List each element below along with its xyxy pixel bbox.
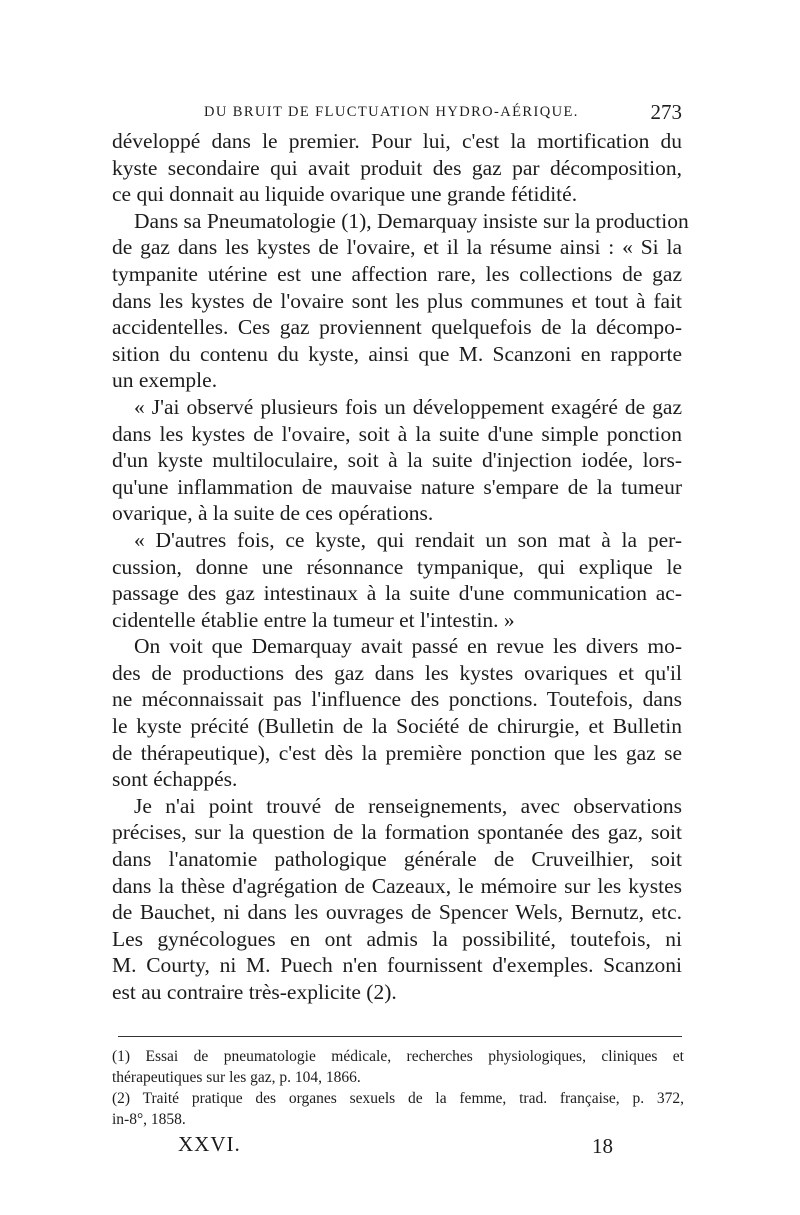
- signature-mark: XXVI.: [178, 1132, 241, 1156]
- text-line: tympanite utérine est une affection rare, les collections de gaz: [112, 261, 682, 286]
- text-line: sont échappés.: [112, 767, 238, 792]
- text-line: précises, sur la question de la formation spontanée des gaz, soit: [112, 820, 682, 845]
- text-line: « D'autres fois, ce kyste, qui rendait un son mat à la per-: [134, 527, 682, 552]
- text-line: M. Courty, ni M. Puech n'en fournissent d'exemples. Scanzoni: [112, 953, 682, 978]
- sheet-number: 18: [592, 1134, 613, 1158]
- footnote-line: (2) Traité pratique des organes sexuels de la femme, trad. française, p. 372,: [112, 1090, 684, 1107]
- text-line: cussion, donne une résonnance tympanique, qui explique le: [112, 554, 682, 579]
- text-line: sition du contenu du kyste, ainsi que M. Scanzoni en rapporte: [112, 341, 682, 366]
- text-line: d'un kyste multiloculaire, soit à la suite d'injection iodée, lors-: [112, 448, 682, 473]
- text-line: de thérapeutique), c'est dès la première ponction que les gaz se: [112, 740, 682, 765]
- footnote-line: (1) Essai de pneumatologie médicale, recherches physiologiques, cliniques et: [112, 1048, 684, 1065]
- text-line: des de productions des gaz dans les kystes ovariques et qu'il: [112, 660, 682, 685]
- text-line: cidentelle établie entre la tumeur et l'intestin. »: [112, 607, 515, 632]
- text-line: accidentelles. Ces gaz proviennent quelquefois de la décompo-: [112, 315, 682, 340]
- text-line: le kyste précité (Bulletin de la Société de chirurgie, et Bulletin: [112, 714, 682, 739]
- page-number: 273: [650, 100, 682, 124]
- text-line: Je n'ai point trouvé de renseignements, avec observations: [134, 793, 682, 818]
- text-line: ce qui donnait au liquide ovarique une grande fétidité.: [112, 182, 578, 207]
- text-line: de Bauchet, ni dans les ouvrages de Spencer Wels, Bernutz, etc.: [112, 900, 682, 925]
- footnote-line: in-8°, 1858.: [112, 1111, 186, 1128]
- text-line: de gaz dans les kystes de l'ovaire, et il la résume ainsi : « Si la: [112, 235, 682, 260]
- footnote-line: thérapeutiques sur les gaz, p. 104, 1866.: [112, 1069, 361, 1086]
- text-line: est au contraire très-explicite (2).: [112, 980, 397, 1004]
- text-line: un exemple.: [112, 368, 218, 393]
- text-line: dans la thèse d'agrégation de Cazeaux, le mémoire sur les kystes: [112, 873, 682, 898]
- text-line: dans les kystes de l'ovaire sont les plus communes et tout à fait: [112, 288, 682, 313]
- text-line: ovarique, à la suite de ces opérations.: [112, 501, 434, 526]
- text-line: développé dans le premier. Pour lui, c'est la mortification du: [112, 129, 682, 153]
- running-head-title: DU BRUIT DE FLUCTUATION HYDRO-AÉRIQUE.: [204, 104, 579, 120]
- text-line: « J'ai observé plusieurs fois un développement exagéré de gaz: [134, 394, 682, 419]
- text-line: Les gynécologues en ont admis la possibilité, toutefois, ni: [112, 926, 682, 951]
- text-line: kyste secondaire qui avait produit des gaz par décomposition,: [112, 155, 682, 180]
- body-text: [112, 128, 689, 1006]
- text-line: dans les kystes de l'ovaire, soit à la suite d'une simple ponction: [112, 421, 682, 446]
- text-line: Dans sa Pneumatologie (1), Demarquay insiste sur la production: [134, 208, 689, 233]
- footnotes: [112, 1046, 684, 1130]
- text-line: qu'une inflammation de mauvaise nature s'empare de la tumeur: [112, 474, 682, 499]
- footnote-rule: [118, 1036, 682, 1037]
- text-line: On voit que Demarquay avait passé en revue les divers mo-: [134, 634, 682, 659]
- text-line: ne méconnaissait pas l'influence des ponctions. Toutefois, dans: [112, 687, 682, 712]
- text-line: dans l'anatomie pathologique générale de Cruveilhier, soit: [112, 847, 682, 872]
- running-head: [112, 100, 682, 128]
- text-line: passage des gaz intestinaux à la suite d'une communication ac-: [112, 581, 682, 606]
